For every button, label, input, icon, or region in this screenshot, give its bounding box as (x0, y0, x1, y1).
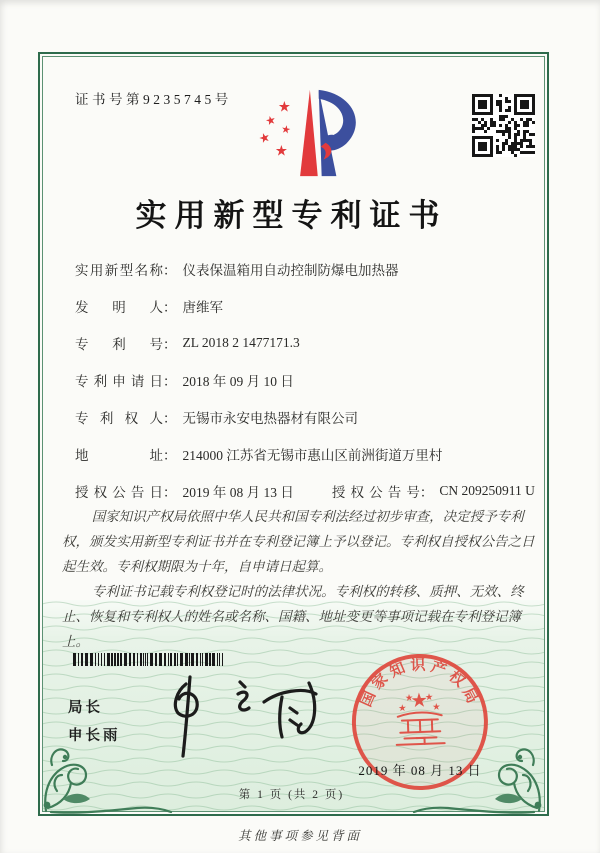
cnipa-logo (238, 84, 372, 182)
svg-text:★: ★ (264, 113, 278, 129)
legal-text (62, 504, 542, 654)
svg-text:★: ★ (425, 692, 433, 702)
field-list (75, 250, 545, 509)
grant-number-label: 授权公告号 (331, 484, 420, 500)
official-seal (337, 645, 502, 802)
svg-text:★: ★ (432, 702, 441, 712)
signer-name: 申长雨 (68, 728, 121, 744)
svg-text:★: ★ (405, 693, 413, 703)
grant-date-label: 授权公告日 (75, 484, 163, 500)
field-label: 地址 (75, 447, 163, 463)
field-label: 专利权人 (75, 410, 163, 426)
legal-paragraph-2: 专利证书记载专利权登记时的法律状况。专利权的转移、质押、无效、终止、恢复和专利权人的姓名或名称、国籍、地址变更等事项记载在专利登记簿上。 (62, 584, 524, 649)
logo-red-wedge (300, 90, 318, 176)
field-colon: ： (163, 336, 177, 352)
field-row-name (75, 250, 545, 287)
svg-text:知: 知 (387, 660, 408, 681)
field-colon: ： (419, 484, 434, 500)
field-value: 仪表保温箱用自动控制防爆电加热器 (182, 262, 399, 278)
svg-text:★: ★ (411, 690, 428, 711)
svg-text:国: 国 (358, 689, 380, 710)
legal-paragraph-1: 国家知识产权局依照中华人民共和国专利法经过初步审查，决定授予专利权，颁发实用新型专利证书并在专利登记簿上予以登记。专利权自授权公告之日起生效。专利权期限为十年，自申请日起算。 (62, 509, 535, 574)
field-colon: ： (163, 410, 177, 426)
certificate-number: 证书号第9235745号 (75, 92, 232, 107)
svg-text:★: ★ (256, 129, 273, 147)
signature-handwriting (146, 670, 336, 768)
field-value: 唐维军 (182, 299, 223, 315)
field-value: 无锡市永安电热器材有限公司 (182, 410, 358, 426)
svg-text:★: ★ (398, 703, 407, 713)
barcode (73, 653, 225, 666)
back-side-note: 其他事项参见背面 (237, 829, 362, 843)
svg-text:识: 识 (410, 657, 426, 675)
field-value: ZL 2018 2 1477171.3 (182, 334, 300, 350)
field-colon: ： (163, 373, 177, 389)
seal-date: 2019 年 08 月 13 日 (358, 763, 482, 778)
field-colon: ： (163, 447, 177, 463)
svg-text:★: ★ (274, 143, 289, 160)
field-row-filing-date (75, 361, 545, 398)
field-row-address (75, 435, 545, 472)
svg-text:★: ★ (277, 99, 292, 116)
logo-stars (257, 99, 292, 159)
certificate-title: 实用新型专利证书 (135, 198, 448, 233)
svg-text:权: 权 (445, 668, 468, 691)
field-row-inventor (75, 287, 545, 324)
grant-number-value: CN 209250911 U (439, 482, 535, 498)
svg-text:★: ★ (280, 123, 292, 137)
signer-block (68, 694, 121, 750)
qr-code (472, 94, 535, 157)
field-label: 发明人 (75, 299, 163, 315)
field-row-patentee (75, 398, 545, 435)
field-label: 实用新型名称 (75, 262, 163, 278)
field-colon: ： (163, 299, 177, 315)
field-colon: ： (163, 262, 177, 278)
field-label: 专利号 (75, 336, 163, 352)
field-row-patent-no (75, 324, 545, 361)
signer-title: 局长 (68, 700, 103, 716)
page-number: 第 1 页 (共 2 页) (238, 789, 345, 801)
field-value: 2018 年 09 月 10 日 (182, 373, 294, 389)
svg-text:产: 产 (428, 659, 449, 680)
field-value: 214000 江苏省无锡市惠山区前洲街道万里村 (182, 447, 443, 463)
field-label: 专利申请日 (75, 373, 163, 389)
svg-text:家: 家 (369, 671, 392, 694)
svg-text:局: 局 (458, 685, 480, 707)
field-colon: ： (163, 484, 177, 500)
grant-date-value: 2019 年 08 月 13 日 (182, 484, 294, 500)
